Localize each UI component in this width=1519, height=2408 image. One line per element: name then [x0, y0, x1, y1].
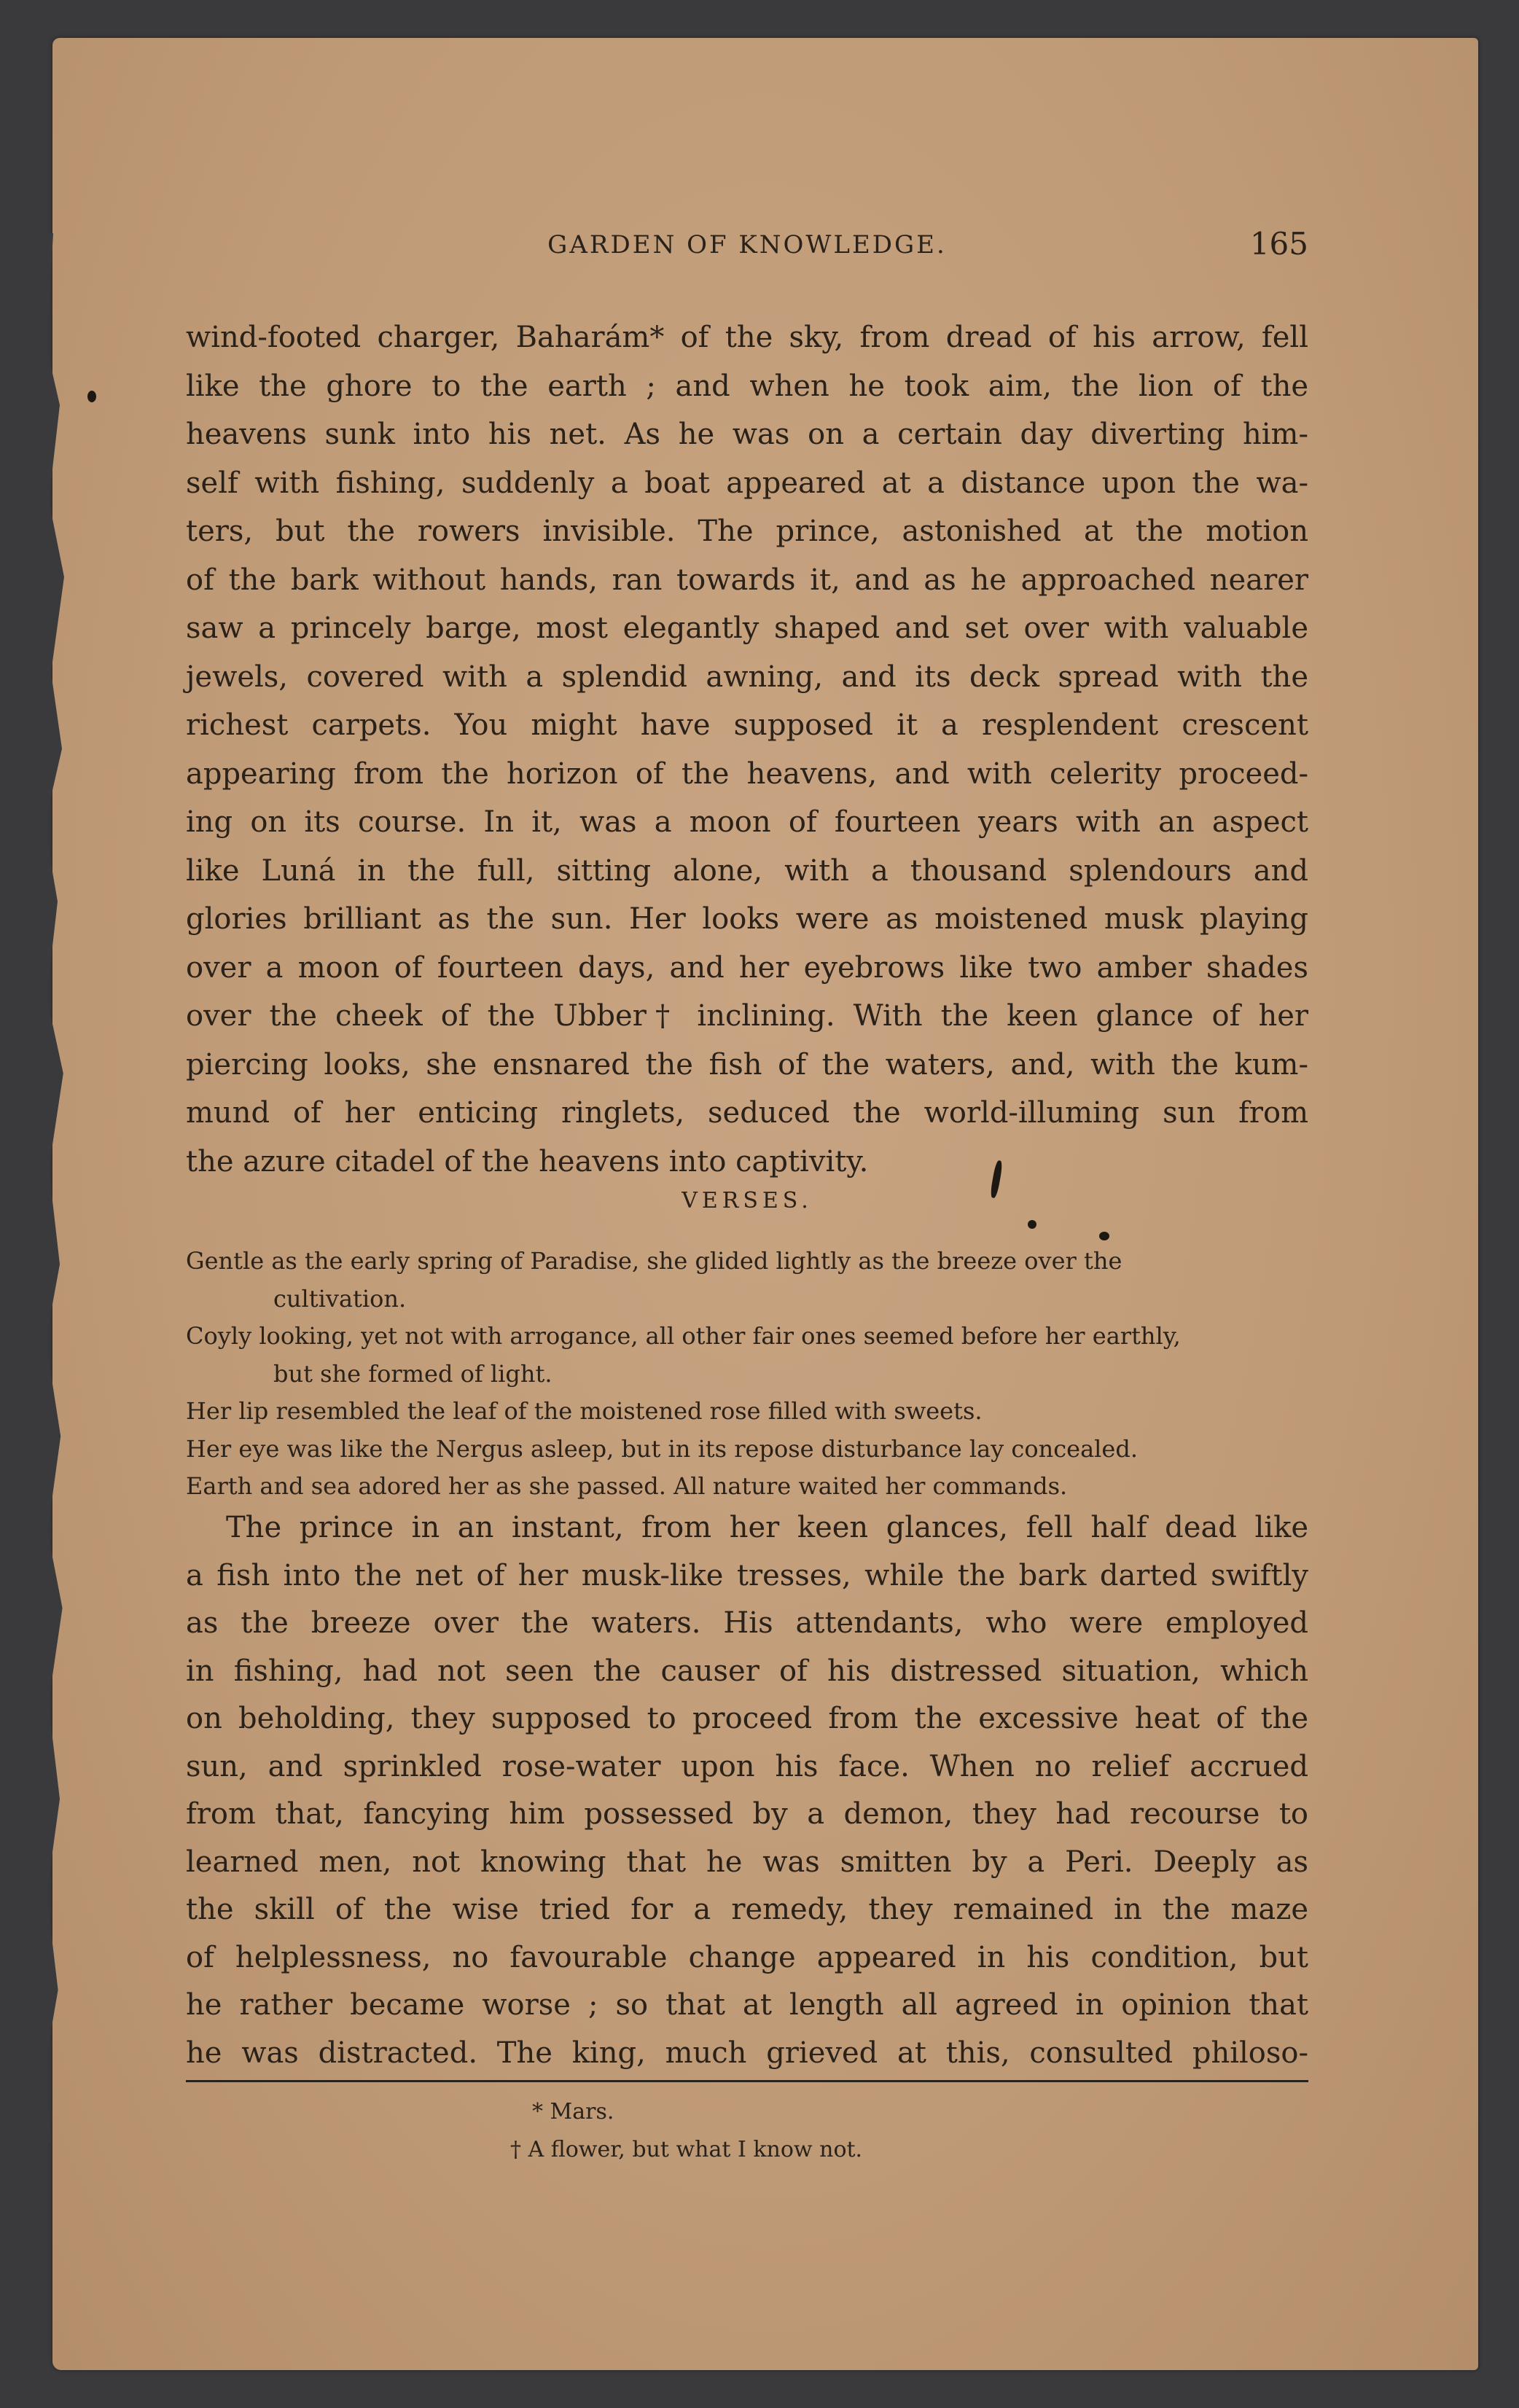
- text-line: of the bark without hands, ran towards it, and as he approached nearer: [186, 563, 1308, 597]
- ink-blot: [87, 391, 96, 402]
- paragraph-1: [186, 313, 1308, 1186]
- footnote: * Mars.: [532, 2099, 614, 2124]
- verse-line: Her lip resembled the leaf of the moistened rose filled with sweets.: [186, 1397, 983, 1425]
- text-line: like the ghore to the earth ; and when he took aim, the lion of the: [186, 369, 1308, 403]
- text-line: from that, fancying him possessed by a demon, they had recourse to: [186, 1797, 1308, 1831]
- text-line: he was distracted. The king, much grieved at this, consulted philoso-: [186, 2036, 1308, 2070]
- text-line: mund of her enticing ringlets, seduced the world-illuming sun from: [186, 1096, 1308, 1130]
- running-header: [186, 226, 1308, 270]
- text-line: piercing looks, she ensnared the fish of the waters, and, with the kum-: [186, 1047, 1308, 1082]
- running-title: GARDEN OF KNOWLEDGE.: [547, 230, 947, 259]
- text-line: over a moon of fourteen days, and her eyebrows like two amber shades: [186, 950, 1308, 985]
- text-line: as the breeze over the waters. His attendants, who were employed: [186, 1606, 1308, 1640]
- text-line: richest carpets. You might have supposed it a resplendent crescent: [186, 708, 1308, 742]
- text-line: The prince in an instant, from her keen glances, fell half dead like: [226, 1511, 1308, 1544]
- text-line: saw a princely barge, most elegantly shaped and set over with valuable: [186, 611, 1308, 645]
- text-line: glories brilliant as the sun. Her looks were as moistened musk playing: [186, 902, 1308, 936]
- text-line: ters, but the rowers invisible. The prince, astonished at the motion: [186, 515, 1308, 548]
- text-line: wind-footed charger, Baharám* of the sky, from dread of his arrow, fell: [186, 321, 1308, 354]
- ink-blot: [1099, 1232, 1109, 1240]
- text-line: sun, and sprinkled rose-water upon his face. When no relief accrued: [186, 1749, 1308, 1783]
- text-line: jewels, covered with a splendid awning, and its deck spread with the: [186, 660, 1308, 694]
- text-line: appearing from the horizon of the heavens, and with celerity proceed-: [186, 757, 1308, 791]
- verse-line: Gentle as the early spring of Paradise, she glided lightly as the breeze over the: [186, 1247, 1122, 1275]
- verses-block: [186, 1243, 1308, 1506]
- page-number: 165: [1249, 226, 1308, 262]
- verses-heading: VERSES.: [682, 1188, 813, 1213]
- text-line: in fishing, had not seen the causer of his distressed situation, which: [186, 1654, 1308, 1688]
- paragraph-2: [186, 1504, 1308, 2077]
- footnotes: [510, 2093, 862, 2169]
- verse-line: Coyly looking, yet not with arrogance, all other fair ones seemed before her earthly,: [186, 1322, 1181, 1350]
- text-line: the skill of the wise tried for a remedy, they remained in the maze: [186, 1893, 1308, 1926]
- text-line: like Luná in the full, sitting alone, with a thousand splendours and: [186, 853, 1308, 888]
- text-line: ing on its course. In it, was a moon of fourteen years with an aspect: [186, 805, 1308, 839]
- verse-line: Her eye was like the Nergus asleep, but in its repose disturbance lay concealed.: [186, 1434, 1138, 1463]
- ink-blot: [1028, 1220, 1036, 1229]
- text-line: self with fishing, suddenly a boat appeared at a distance upon the wa-: [186, 466, 1308, 500]
- text-line: he rather became worse ; so that at length all agreed in opinion that: [186, 1988, 1308, 2022]
- text-line: a fish into the net of her musk-like tresses, while the bark darted swiftly: [186, 1558, 1308, 1592]
- footnote-rule: [186, 2080, 1308, 2082]
- footnote: † A flower, but what I know not.: [510, 2137, 863, 2162]
- text-line: of helplessness, no favourable change appeared in his condition, but: [186, 1940, 1308, 1974]
- verse-line: cultivation.: [273, 1284, 407, 1313]
- verse-line: Earth and sea adored her as she passed. All nature waited her commands.: [186, 1472, 1068, 1500]
- text-line: the azure citadel of the heavens into captivity.: [186, 1144, 869, 1178]
- text-line: on beholding, they supposed to proceed from the excessive heat of the: [186, 1702, 1308, 1735]
- text-line: heavens sunk into his net. As he was on a certain day diverting him-: [186, 418, 1308, 451]
- text-line: over the cheek of the Ubber† inclining. With the keen glance of her: [186, 999, 1308, 1033]
- verse-line: but she formed of light.: [273, 1359, 552, 1388]
- text-line: learned men, not knowing that he was smitten by a Peri. Deeply as: [186, 1845, 1308, 1879]
